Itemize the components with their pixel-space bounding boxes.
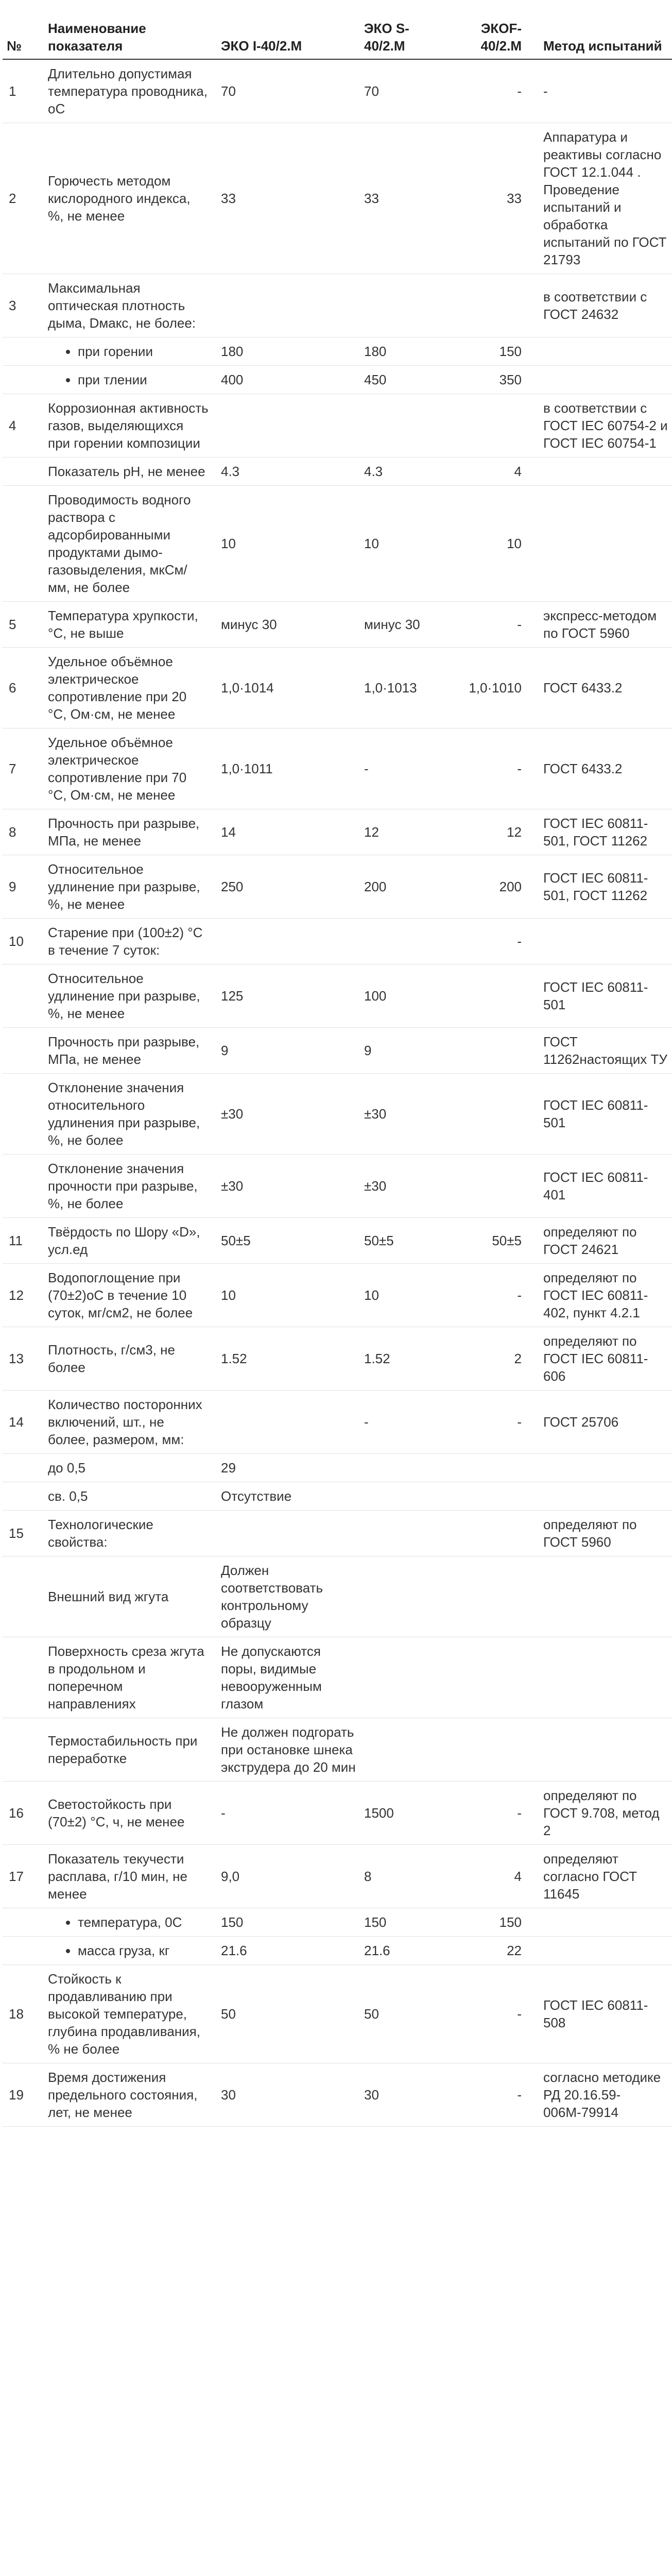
test-method: ГОСТ 25706: [539, 1391, 672, 1454]
value-ekof: -: [453, 59, 539, 123]
value-ekof: -: [453, 1965, 539, 2063]
parameter-name: Горючесть методом кислородного индекса, %, не менее: [44, 123, 217, 274]
test-method: [539, 919, 672, 964]
table-body: [3, 59, 672, 2127]
value-eko-i: 250: [217, 855, 360, 919]
test-method: ГОСТ IEC 60811-508: [539, 1965, 672, 2063]
value-eko-i: Отсутствие: [217, 1482, 360, 1511]
value-eko-s: 1500: [360, 1782, 453, 1845]
row-number: 2: [3, 123, 44, 274]
test-method: определяют по ГОСТ IEC 60811-606: [539, 1327, 672, 1391]
test-method: ГОСТ IEC 60811-501, ГОСТ 11262: [539, 809, 672, 855]
table-row: [3, 366, 672, 394]
value-ekof: -: [453, 1391, 539, 1454]
parameter-name: Термостабильность при переработке: [44, 1718, 217, 1782]
value-eko-i: 21.6: [217, 1937, 360, 1965]
value-ekof: -: [453, 602, 539, 648]
value-eko-i: [217, 394, 360, 457]
value-eko-i: минус 30: [217, 602, 360, 648]
value-eko-s: [360, 1637, 453, 1718]
row-number: 7: [3, 728, 44, 809]
value-ekof: -: [453, 728, 539, 809]
value-ekof: 2: [453, 1327, 539, 1391]
row-number: 3: [3, 274, 44, 337]
table-row: [3, 1482, 672, 1511]
table-row: [3, 394, 672, 457]
parameter-name: Удельное объёмное электрическое сопротивление при 70 °С, Ом·см, не менее: [44, 728, 217, 809]
sub-item: • масса груза, кг: [78, 1942, 209, 1959]
test-method: в соответствии с ГОСТ 24632: [539, 274, 672, 337]
sub-item-list: [48, 343, 209, 360]
table-row: [3, 919, 672, 964]
value-ekof: 22: [453, 1937, 539, 1965]
row-number: 9: [3, 855, 44, 919]
header-parameter: Наименование показателя: [44, 2, 217, 59]
row-number: 1: [3, 59, 44, 123]
value-ekof: [453, 1511, 539, 1556]
parameter-name: Старение при (100±2) °С в течение 7 суток:: [44, 919, 217, 964]
value-ekof: 50±5: [453, 1218, 539, 1264]
test-method: ГОСТ IEC 60811-501, ГОСТ 11262: [539, 855, 672, 919]
test-method: [539, 1556, 672, 1637]
parameter-name: Технологические свойства:: [44, 1511, 217, 1556]
parameter-name: Отклонение значения относительного удлинения при разрыве, %, не более: [44, 1074, 217, 1155]
table-row: [3, 1965, 672, 2063]
parameter-name: Плотность, г/см3, не более: [44, 1327, 217, 1391]
value-eko-i: 10: [217, 486, 360, 602]
value-eko-s: 8: [360, 1845, 453, 1908]
sub-item: • при тлении: [78, 371, 209, 388]
table-row: [3, 1454, 672, 1482]
parameter-name: Коррозионная активность газов, выделяющихся при горении композиции: [44, 394, 217, 457]
row-number: [3, 1028, 44, 1074]
value-eko-s: 1,0·1013: [360, 648, 453, 728]
value-eko-s: минус 30: [360, 602, 453, 648]
value-eko-i: -: [217, 1782, 360, 1845]
sub-item: • при горении: [78, 343, 209, 360]
value-eko-s: 4.3: [360, 457, 453, 486]
table-row: [3, 1556, 672, 1637]
row-number: 11: [3, 1218, 44, 1264]
value-eko-s: [360, 1556, 453, 1637]
row-number: [3, 1637, 44, 1718]
row-number: [3, 964, 44, 1028]
test-method: ГОСТ 11262настоящих ТУ: [539, 1028, 672, 1074]
parameter-name: Максимальная оптическая плотность дыма, Dмакс, не более:: [44, 274, 217, 337]
value-ekof: -: [453, 2063, 539, 2127]
table-row: [3, 486, 672, 602]
value-eko-i: 180: [217, 337, 360, 366]
value-eko-i: 400: [217, 366, 360, 394]
row-number: [3, 1155, 44, 1218]
table-row: [3, 855, 672, 919]
table-row: [3, 1718, 672, 1782]
test-method: экспресс-методом по ГОСТ 5960: [539, 602, 672, 648]
table-row: [3, 809, 672, 855]
value-eko-s: [360, 1482, 453, 1511]
parameter-name: Показатель текучести расплава, г/10 мин, не менее: [44, 1845, 217, 1908]
test-method: определяют по ГОСТ 9.708, метод 2: [539, 1782, 672, 1845]
parameter-name: Твёрдость по Шору «D», усл.ед: [44, 1218, 217, 1264]
table-row: [3, 1327, 672, 1391]
row-number: 19: [3, 2063, 44, 2127]
row-number: 15: [3, 1511, 44, 1556]
parameter-name: св. 0,5: [44, 1482, 217, 1511]
value-ekof: 150: [453, 1908, 539, 1937]
value-eko-i: 70: [217, 59, 360, 123]
test-method: ГОСТ IEC 60811-501: [539, 964, 672, 1028]
header-method: Метод испытаний: [539, 2, 672, 59]
value-ekof: 4: [453, 457, 539, 486]
value-ekof: [453, 1155, 539, 1218]
parameter-name: [44, 1937, 217, 1965]
test-method: ГОСТ 6433.2: [539, 728, 672, 809]
table-row: [3, 602, 672, 648]
table-row: [3, 457, 672, 486]
row-number: 13: [3, 1327, 44, 1391]
parameter-name: Время достижения предельного состояния, лет, не менее: [44, 2063, 217, 2127]
value-ekof: [453, 274, 539, 337]
test-method: ГОСТ IEC 60811-501: [539, 1074, 672, 1155]
test-method: определяют по ГОСТ IEC 60811-402, пункт 4.2.1: [539, 1264, 672, 1327]
table-row: [3, 1155, 672, 1218]
test-method: ГОСТ IEC 60811-401: [539, 1155, 672, 1218]
value-eko-s: 50±5: [360, 1218, 453, 1264]
value-ekof: -: [453, 919, 539, 964]
value-eko-s: -: [360, 728, 453, 809]
table-header-row: [3, 2, 672, 59]
parameter-name: Количество посторонних включений, шт., не более, размером, мм:: [44, 1391, 217, 1454]
value-eko-i: Не должен подгорать при остановке шнека экструдера до 20 мин: [217, 1718, 360, 1782]
row-number: [3, 1908, 44, 1937]
value-eko-i: 9,0: [217, 1845, 360, 1908]
value-eko-i: Не допускаются поры, видимые невооруженным глазом: [217, 1637, 360, 1718]
value-eko-s: -: [360, 1391, 453, 1454]
table-row: [3, 1218, 672, 1264]
row-number: 10: [3, 919, 44, 964]
value-eko-i: [217, 1391, 360, 1454]
value-eko-s: ±30: [360, 1074, 453, 1155]
row-number: 12: [3, 1264, 44, 1327]
value-eko-s: 200: [360, 855, 453, 919]
value-ekof: [453, 1637, 539, 1718]
value-ekof: [453, 394, 539, 457]
value-eko-i: 9: [217, 1028, 360, 1074]
value-ekof: 4: [453, 1845, 539, 1908]
parameter-name: Внешний вид жгута: [44, 1556, 217, 1637]
value-eko-s: 12: [360, 809, 453, 855]
parameter-name: [44, 366, 217, 394]
sub-item-list: [48, 371, 209, 388]
value-eko-s: 9: [360, 1028, 453, 1074]
table-row: [3, 274, 672, 337]
header-number: №: [3, 2, 44, 59]
row-number: 18: [3, 1965, 44, 2063]
parameter-name: Проводимость водного раствора с адсорбированными продуктами дымо-газовыделения, мкСм/мм, не более: [44, 486, 217, 602]
parameter-name: Температура хрупкости, °С, не выше: [44, 602, 217, 648]
test-method: [539, 1454, 672, 1482]
parameter-name: [44, 1908, 217, 1937]
table-row: [3, 1908, 672, 1937]
test-method: ГОСТ 6433.2: [539, 648, 672, 728]
value-eko-i: 125: [217, 964, 360, 1028]
value-eko-i: ±30: [217, 1074, 360, 1155]
table-row: [3, 1782, 672, 1845]
value-ekof: [453, 1556, 539, 1637]
test-method: [539, 1482, 672, 1511]
value-eko-s: 70: [360, 59, 453, 123]
row-number: 5: [3, 602, 44, 648]
value-eko-s: 180: [360, 337, 453, 366]
parameter-name: Показатель рН, не менее: [44, 457, 217, 486]
value-eko-i: 29: [217, 1454, 360, 1482]
parameter-name: до 0,5: [44, 1454, 217, 1482]
row-number: [3, 337, 44, 366]
row-number: 4: [3, 394, 44, 457]
parameter-name: Длительно допустимая температура проводника, оС: [44, 59, 217, 123]
test-method: [539, 457, 672, 486]
sub-item: • температура, 0С: [78, 1913, 209, 1931]
table-row: [3, 728, 672, 809]
value-eko-i: 10: [217, 1264, 360, 1327]
value-eko-i: 1.52: [217, 1327, 360, 1391]
value-ekof: 150: [453, 337, 539, 366]
row-number: 8: [3, 809, 44, 855]
row-number: [3, 1454, 44, 1482]
value-ekof: 350: [453, 366, 539, 394]
value-eko-i: 4.3: [217, 457, 360, 486]
value-eko-i: 33: [217, 123, 360, 274]
value-eko-s: 450: [360, 366, 453, 394]
value-eko-s: 10: [360, 1264, 453, 1327]
table-row: [3, 123, 672, 274]
row-number: [3, 1937, 44, 1965]
value-eko-s: 100: [360, 964, 453, 1028]
header-eko-s: ЭКО S-40/2.М: [360, 2, 453, 59]
value-eko-i: 30: [217, 2063, 360, 2127]
table-row: [3, 964, 672, 1028]
value-eko-i: 50±5: [217, 1218, 360, 1264]
value-eko-s: 50: [360, 1965, 453, 2063]
value-eko-s: ±30: [360, 1155, 453, 1218]
table-row: [3, 1511, 672, 1556]
parameter-name: Удельное объёмное электрическое сопротивление при 20 °С, Ом·см, не менее: [44, 648, 217, 728]
parameter-name: Относительное удлинение при разрыве, %, не менее: [44, 855, 217, 919]
parameter-name: Стойкость к продавливанию при высокой температуре, глубина продавливания, % не более: [44, 1965, 217, 2063]
sub-item-list: [48, 1913, 209, 1931]
test-method: [539, 1637, 672, 1718]
value-eko-s: [360, 1511, 453, 1556]
table-row: [3, 1391, 672, 1454]
value-eko-i: 1,0·1014: [217, 648, 360, 728]
value-eko-i: 1,0·1011: [217, 728, 360, 809]
value-eko-i: [217, 919, 360, 964]
parameter-name: Отклонение значения прочности при разрыве, %, не более: [44, 1155, 217, 1218]
value-eko-i: Должен соответствовать контрольному образцу: [217, 1556, 360, 1637]
value-ekof: [453, 1718, 539, 1782]
value-ekof: -: [453, 1782, 539, 1845]
header-ekof: ЭКОF-40/2.М: [453, 2, 539, 59]
table-row: [3, 1028, 672, 1074]
table-row: [3, 1937, 672, 1965]
value-ekof: 10: [453, 486, 539, 602]
table-row: [3, 648, 672, 728]
parameter-name: Относительное удлинение при разрыве, %, не менее: [44, 964, 217, 1028]
row-number: [3, 1556, 44, 1637]
value-eko-s: [360, 274, 453, 337]
row-number: 6: [3, 648, 44, 728]
table-row: [3, 1845, 672, 1908]
test-method: Аппаратура и реактивы согласно ГОСТ 12.1.044 . Проведение испытаний и обработка испытаний по ГОСТ 21793: [539, 123, 672, 274]
value-eko-s: [360, 919, 453, 964]
value-ekof: 33: [453, 123, 539, 274]
table-row: [3, 1264, 672, 1327]
row-number: 16: [3, 1782, 44, 1845]
parameter-name: Прочность при разрыве, МПа, не менее: [44, 1028, 217, 1074]
row-number: [3, 457, 44, 486]
value-eko-i: ±30: [217, 1155, 360, 1218]
row-number: [3, 1718, 44, 1782]
test-method: [539, 337, 672, 366]
test-method: [539, 486, 672, 602]
row-number: [3, 1074, 44, 1155]
value-eko-i: [217, 1511, 360, 1556]
test-method: определяют по ГОСТ 5960: [539, 1511, 672, 1556]
value-ekof: [453, 1028, 539, 1074]
value-eko-i: 14: [217, 809, 360, 855]
value-eko-s: 21.6: [360, 1937, 453, 1965]
value-ekof: [453, 1482, 539, 1511]
value-eko-s: 33: [360, 123, 453, 274]
row-number: 17: [3, 1845, 44, 1908]
value-ekof: [453, 1074, 539, 1155]
table-row: [3, 2063, 672, 2127]
value-eko-i: 50: [217, 1965, 360, 2063]
parameter-name: [44, 337, 217, 366]
test-method: в соответствии с ГОСТ IEC 60754-2 и ГОСТ IEC 60754-1: [539, 394, 672, 457]
row-number: [3, 366, 44, 394]
row-number: 14: [3, 1391, 44, 1454]
value-eko-s: 1.52: [360, 1327, 453, 1391]
test-method: определяют по ГОСТ 24621: [539, 1218, 672, 1264]
header-eko-i: ЭКО I-40/2.М: [217, 2, 360, 59]
value-eko-i: 150: [217, 1908, 360, 1937]
test-method: [539, 1937, 672, 1965]
parameter-name: Водопоглощение при (70±2)оС в течение 10 суток, мг/см2, не более: [44, 1264, 217, 1327]
table-row: [3, 337, 672, 366]
value-eko-s: 10: [360, 486, 453, 602]
value-ekof: [453, 964, 539, 1028]
value-ekof: -: [453, 1264, 539, 1327]
value-eko-s: [360, 394, 453, 457]
test-method: [539, 366, 672, 394]
test-method: -: [539, 59, 672, 123]
row-number: [3, 1482, 44, 1511]
row-number: [3, 486, 44, 602]
data-table: [3, 2, 672, 2127]
value-eko-s: [360, 1718, 453, 1782]
value-eko-s: [360, 1454, 453, 1482]
test-method: [539, 1718, 672, 1782]
table-row: [3, 59, 672, 123]
table-row: [3, 1637, 672, 1718]
value-eko-s: 150: [360, 1908, 453, 1937]
value-ekof: 12: [453, 809, 539, 855]
value-ekof: [453, 1454, 539, 1482]
parameter-name: Прочность при разрыве, МПа, не менее: [44, 809, 217, 855]
table-row: [3, 1074, 672, 1155]
parameter-name: Светостойкость при (70±2) °С, ч, не менее: [44, 1782, 217, 1845]
sub-item-list: [48, 1942, 209, 1959]
parameter-name: Поверхность среза жгута в продольном и поперечном направлениях: [44, 1637, 217, 1718]
value-eko-i: [217, 274, 360, 337]
test-method: определяют согласно ГОСТ 11645: [539, 1845, 672, 1908]
value-ekof: 200: [453, 855, 539, 919]
test-method: согласно методике РД 20.16.59-006М-79914: [539, 2063, 672, 2127]
test-method: [539, 1908, 672, 1937]
value-eko-s: 30: [360, 2063, 453, 2127]
value-ekof: 1,0·1010: [453, 648, 539, 728]
